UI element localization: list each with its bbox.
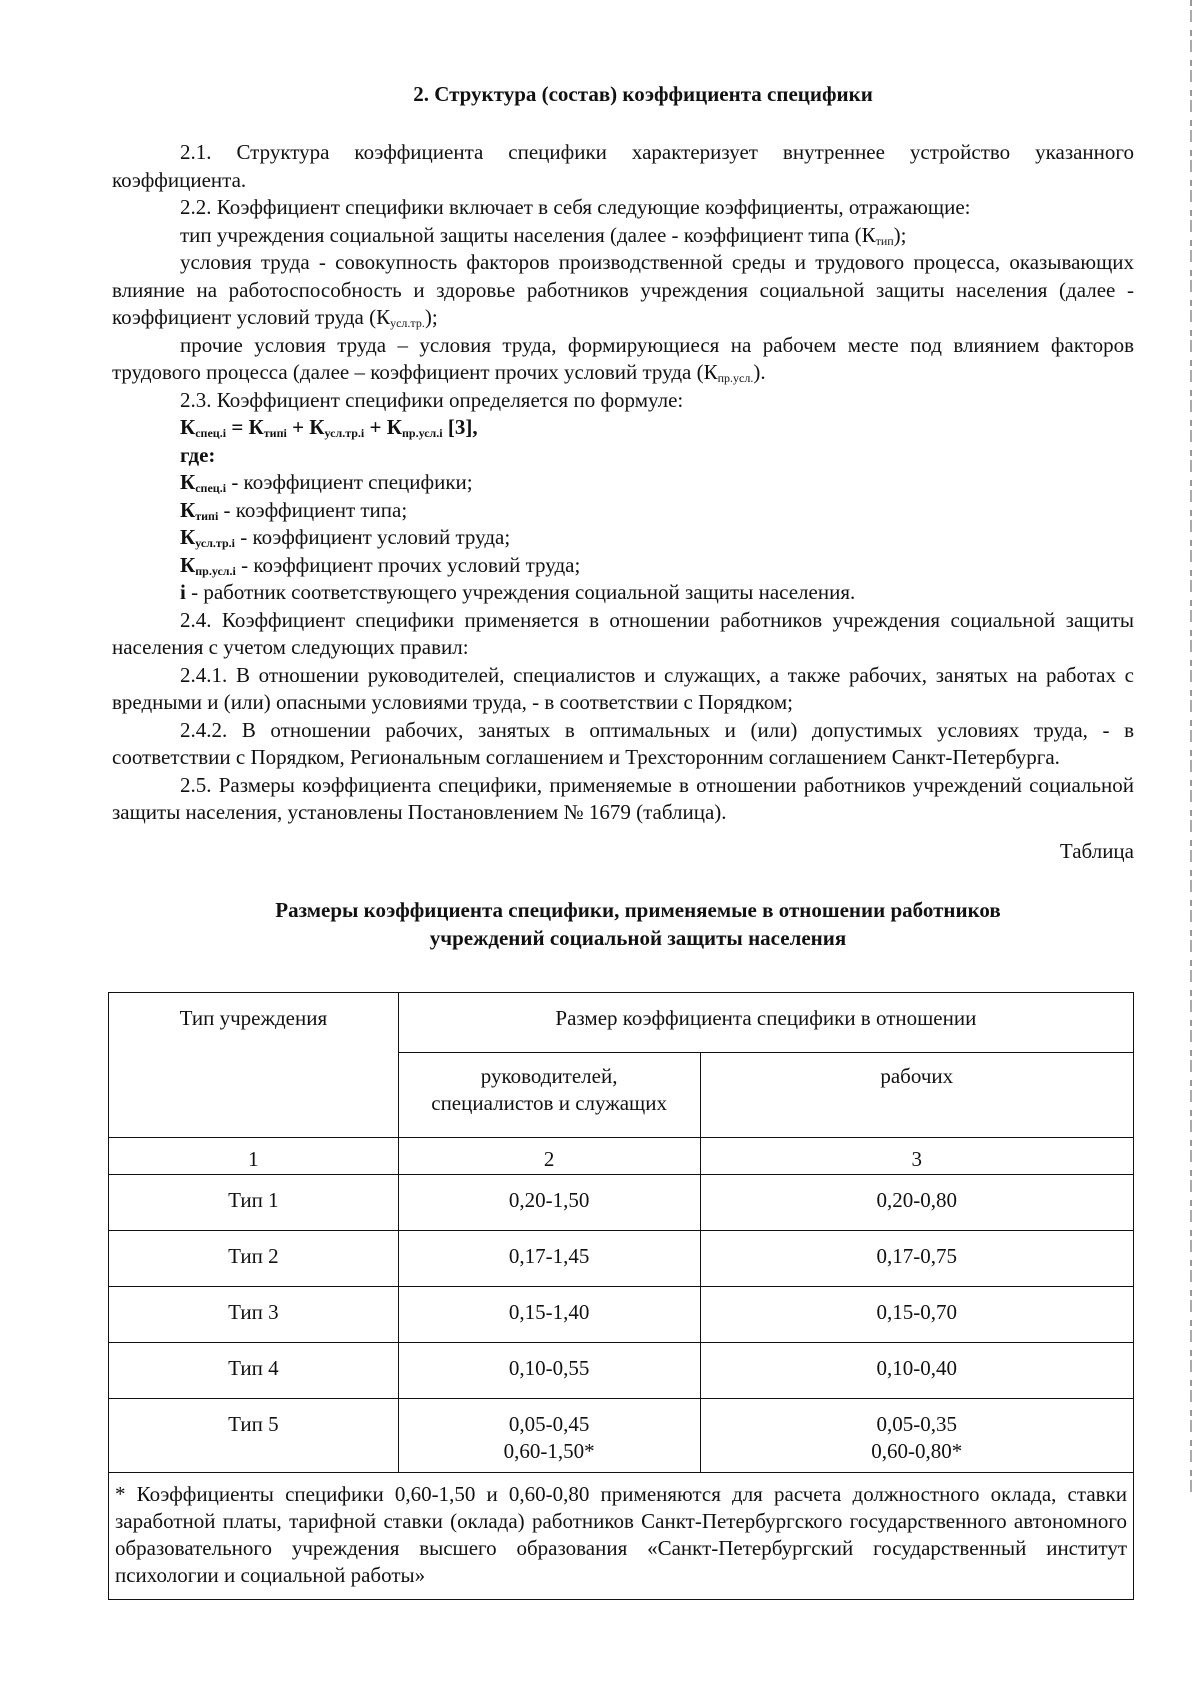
definition-item-i: i - работник соответствующего учреждения социальной защиты населения. (180, 580, 856, 604)
scan-edge-artifact (1190, 0, 1192, 1500)
table-number-row: 1 2 3 (109, 1137, 1134, 1174)
table-row: Тип 3 0,15-1,40 0,15-0,70 (109, 1286, 1134, 1342)
header-institution-type: Тип учреждения (109, 992, 399, 1137)
working-conditions-item: условия труда - совокупность факторов производственной среды и трудового процесса, оказывающих влияние на работоспособность и здоровье работников учреждения социальной защиты населения (далее - коэффициент условий труда $(К_{усл.тр.})$; (112, 250, 1134, 330)
paragraph-2-2: 2.2. Коэффициент специфики включает в себя следующие коэффициенты, отражающие: (180, 195, 971, 219)
coefficient-table (108, 992, 1134, 1600)
header-workers: рабочих (700, 1052, 1134, 1137)
table-row: Тип 4 0,10-0,55 0,10-0,40 (109, 1342, 1134, 1398)
formula: $К_{спец.i} = К_{типi} + К_{усл.тр.i} + К_{пр.усл.i}$ [3], (180, 415, 478, 440)
table-footnote: * Коэффициенты специфики 0,60-1,50 и 0,60-0,80 применяются для расчета должностного оклада, ставки заработной платы, тарифной ставки (оклада) работников Санкт-Петербургского государственного автономного образовательного учреждения высшего образования «Санкт-Петербургский государственный институт психологии и социальной работы» (109, 1472, 1134, 1599)
table-row: Тип 2 0,17-1,45 0,17-0,75 (109, 1230, 1134, 1286)
coefficient-type-item: тип учреждения социальной защиты населения (далее - коэффициент типа $(К_{тип})$; (180, 222, 907, 248)
table-title: Размеры коэффициента специфики, применяемые в отношении работников учреждений социальной защиты населения (275, 897, 1001, 950)
definition-item: $К_{усл.тр.i}$ - коэффициент условий труда; (180, 525, 511, 550)
paragraph-2-5: 2.5. Размеры коэффициента специфики, применяемые в отношении работников учреждений социальной защиты населения, установлены Постановлением № 1679 (таблица). (112, 772, 1134, 824)
header-coefficient-group: Размер коэффициента специфики в отношении (398, 992, 1133, 1052)
definition-item: $К_{типi}$ - коэффициент типа; (180, 497, 408, 523)
paragraph-2-1: 2.1. Структура коэффициента специфики характеризует внутреннее устройство указанного коэффициента. (112, 140, 1134, 192)
formula-where: где: (180, 442, 216, 467)
header-managers: руководителей, специалистов и служащих (398, 1052, 700, 1137)
table-header-row (109, 992, 1134, 1052)
other-conditions-item: прочие условия труда – условия труда, формирующиеся на рабочем месте под влиянием факторов трудового процесса (далее – коэффициент прочих условий труда $(К_{пр.усл.})$. (112, 332, 1134, 385)
definition-item: $К_{пр.усл.i}$ - коэффициент прочих условий труда; (180, 552, 581, 578)
paragraph-2-4: 2.4. Коэффициент специфики применяется в отношении работников учреждения социальной защиты населения с учетом следующих правил: (112, 607, 1134, 659)
table-label: Таблица (1059, 838, 1134, 863)
paragraph-2-4-1: 2.4.1. В отношении руководителей, специалистов и служащих, а также рабочих, занятых на работах с вредными и (или) опасными условиями труда, - в соответствии с Порядком; (112, 662, 1134, 714)
table-row: Тип 5 0,05-0,45 0,60-1,50* 0,05-0,35 0,60-0,80* (109, 1398, 1134, 1472)
section-heading: 2. Структура (состав) коэффициента специфики (413, 82, 873, 106)
document-content (112, 82, 1134, 1600)
definition-item: $К_{спец.i}$ - коэффициент специфики; (180, 470, 473, 495)
paragraph-2-3: 2.3. Коэффициент специфики определяется по формуле: (180, 387, 684, 412)
table-row: Тип 1 0,20-1,50 0,20-0,80 (109, 1174, 1134, 1230)
table-footnote-row (109, 1472, 1134, 1599)
paragraph-2-4-2: 2.4.2. В отношении рабочих, занятых в оптимальных и (или) допустимых условиях труда, - в соответствии с Порядком, Региональным соглашением и Трехсторонним соглашением Санкт-Петербурга. (112, 717, 1134, 769)
